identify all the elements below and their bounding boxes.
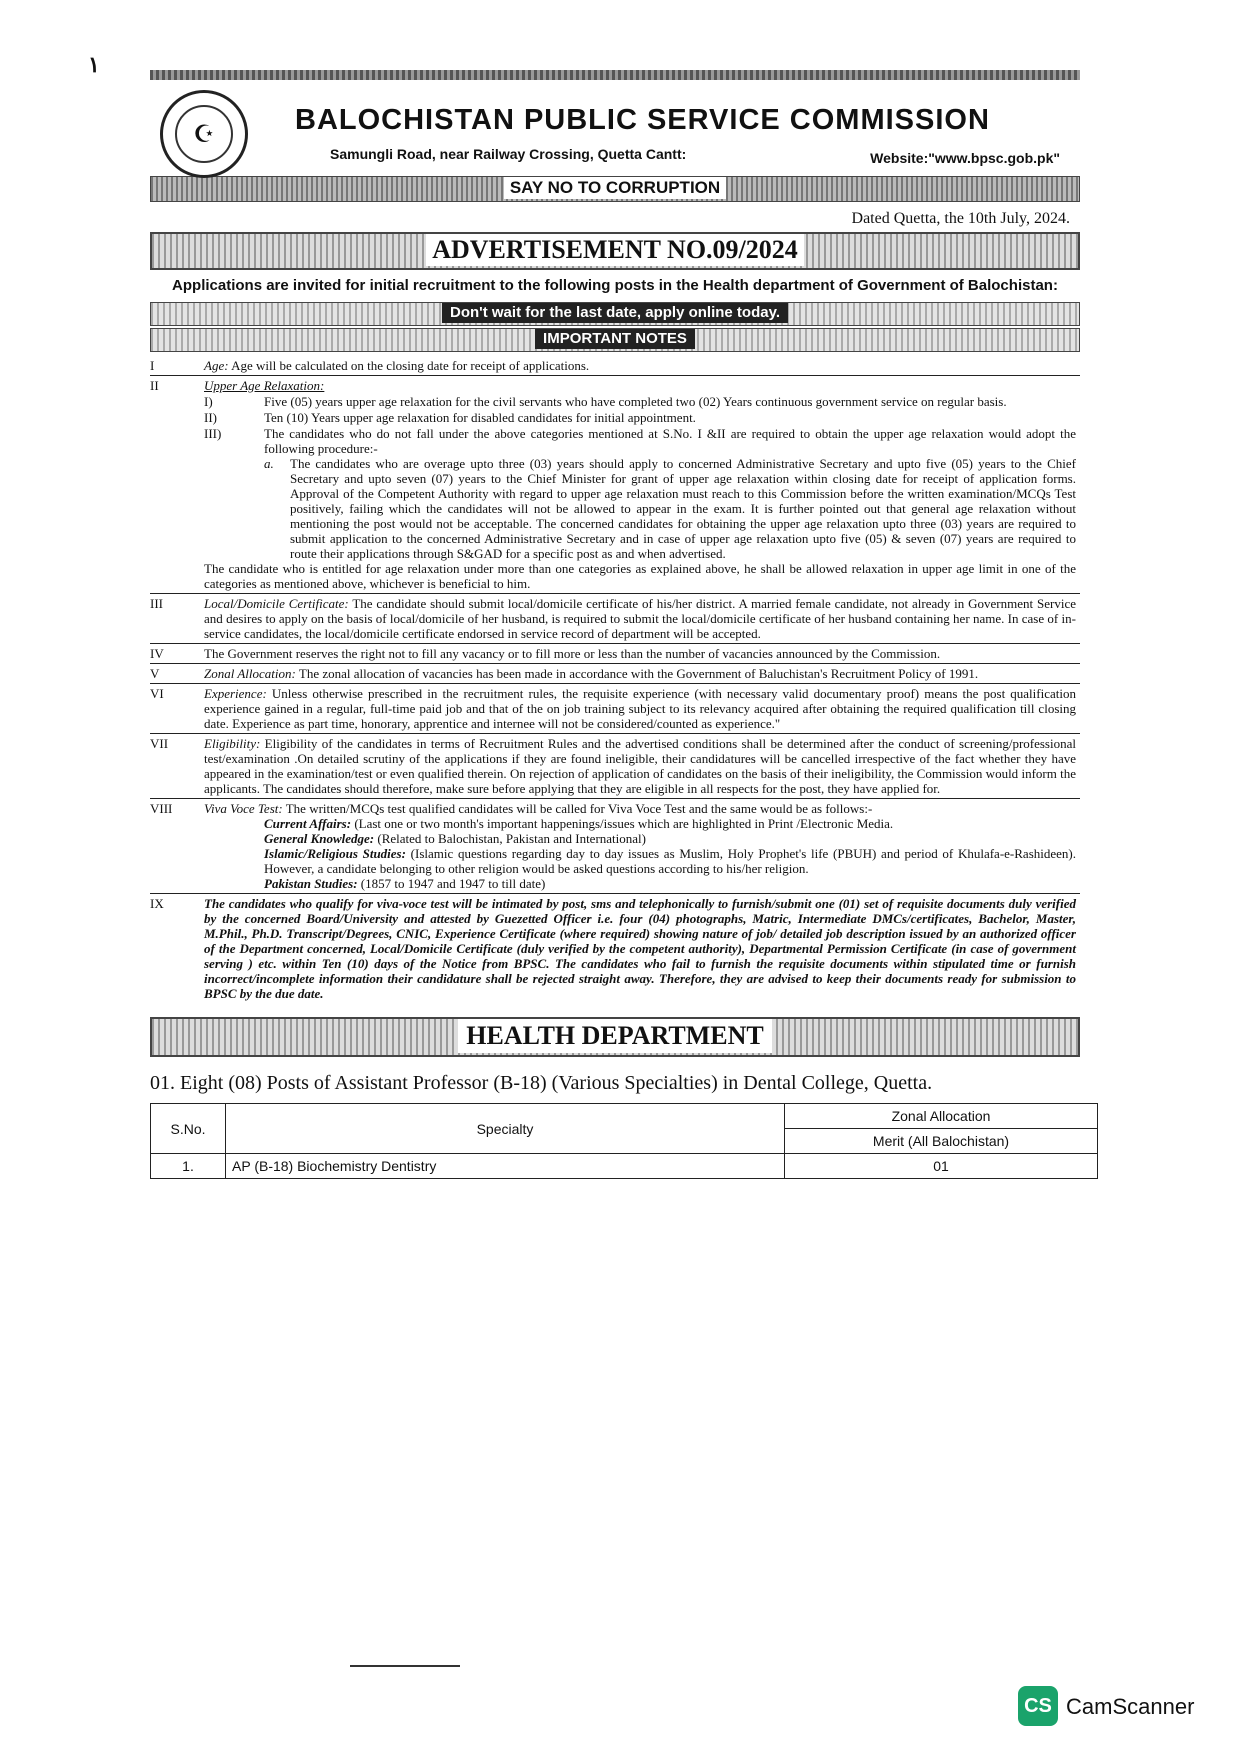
note-domicile bbox=[150, 594, 1080, 644]
advert-title: ADVERTISEMENT NO.09/2024 bbox=[426, 234, 804, 266]
document bbox=[150, 70, 1080, 1179]
note-heading: Local/Domicile Certificate: bbox=[204, 596, 349, 611]
note-number: IV bbox=[150, 646, 164, 661]
sub-number: II) bbox=[204, 410, 217, 425]
note-vacancy bbox=[150, 644, 1080, 664]
note-number: I bbox=[150, 358, 155, 373]
note-number: V bbox=[150, 666, 160, 681]
viva-item-text: (Islamic questions regarding day to day issues as Muslim, Holy Prophet's life (PBUH) and period of Khulafa-e-Rashideen). However, a candidate belonging to other religion would be asked questions according to his/her religion. bbox=[264, 846, 1076, 876]
dated-line: Dated Quetta, the 10th July, 2024. bbox=[851, 210, 1070, 227]
viva-item bbox=[204, 846, 1076, 876]
note-text: Eligibility of the candidates in terms of Recruitment Rules and the advertised conditions shall be determined after the conduct of screening/professional test/examination .On detailed scrutiny of the applications if they are found ineligible, their candidatures will be cancelled irrespective of the fact whether they have appeared in the examination/test or even qualified therein. On rejection of application of candidates on the basis of their ineligibility, the Commission would inform the applicants. The candidates should therefore, make sure before applying that they are eligible in all respects for the post, they have applied for. bbox=[204, 736, 1076, 796]
department-banner bbox=[150, 1017, 1080, 1057]
cell-sno: 1. bbox=[151, 1154, 226, 1179]
advert-banner bbox=[150, 232, 1080, 270]
viva-item-heading: General Knowledge: bbox=[264, 831, 375, 846]
sub-sub-text: The candidates who are overage upto three (03) years should apply to concerned Administrative Secretary and upto five (05) years to the Chief Secretary and upto seven (07) years to the Chief Minister for grant of upper age relaxation within closing date for receipt of application forms. Approval of the Competent Authority with regard to upper age relaxation must reach to this Commission before the written examination/MCQs Test positively, failing which the candidates will not be allowed to appear in the exam. It is further pointed out that general age relaxation without mentioning the post would not be acceptable. The concerned candidates for obtaining the upper age relaxation upto three (03) years are required to submit application to the concerned Administrative Secretary and in case of upper age relaxation upto five (05) & seven (07) years are required to route their applications through S&GAD for a specific post as and when advertised. bbox=[290, 456, 1076, 561]
note-text: The zonal allocation of vacancies has been made in accordance with the Government of Baluchistan's Recruitment Policy of 1991. bbox=[295, 666, 979, 681]
viva-item bbox=[204, 816, 1076, 831]
viva-item-heading: Current Affairs: bbox=[264, 816, 352, 831]
viva-item bbox=[204, 831, 1076, 846]
camscanner-label: CamScanner bbox=[1066, 1694, 1195, 1719]
note-heading: Experience: bbox=[204, 686, 267, 701]
commission-logo bbox=[160, 90, 248, 178]
column-header-specialty: Specialty bbox=[226, 1104, 785, 1154]
reminder-text: Don't wait for the last date, apply online today. bbox=[442, 303, 788, 323]
note-upper-age bbox=[150, 376, 1080, 594]
cell-specialty: AP (B-18) Biochemistry Dentistry bbox=[226, 1154, 785, 1179]
note-age bbox=[150, 356, 1080, 376]
note-text: The Government reserves the right not to fill any vacancy or to fill more or less than the number of vacancies announced by the Commission. bbox=[204, 646, 941, 661]
org-website: Website:"www.bpsc.gob.pk" bbox=[870, 150, 1060, 166]
note-heading: Age: bbox=[204, 358, 229, 373]
note-heading: Upper Age Relaxation: bbox=[204, 378, 325, 393]
notes-banner bbox=[150, 328, 1080, 352]
note-zonal bbox=[150, 664, 1080, 684]
camscanner-logo: CS bbox=[1018, 1686, 1058, 1726]
logo-emblem-icon: ☪ bbox=[175, 105, 233, 163]
top-border bbox=[150, 70, 1080, 80]
slogan-banner bbox=[150, 176, 1080, 202]
note-number: VIII bbox=[150, 801, 173, 816]
viva-item-text: (Related to Balochistan, Pakistan and International) bbox=[374, 831, 646, 846]
note-number: II bbox=[150, 378, 159, 393]
table-header-row bbox=[151, 1104, 1098, 1129]
sub-number: I) bbox=[204, 394, 213, 409]
viva-item-heading: Islamic/Religious Studies: bbox=[264, 846, 406, 861]
column-header-zonal: Zonal Allocation bbox=[785, 1104, 1098, 1129]
intro-text: Applications are invited for initial recruitment to the following posts in the Health department of Government of Balochistan: bbox=[172, 277, 1058, 294]
posts-table bbox=[150, 1103, 1098, 1179]
org-address: Samungli Road, near Railway Crossing, Quetta Cantt: bbox=[330, 146, 687, 162]
sub-text: The candidates who do not fall under the above categories mentioned at S.No. I &II are required to obtain the upper age relaxation would adopt the following procedure:- bbox=[264, 426, 1076, 456]
note-text: The written/MCQs test qualified candidates will be called for Viva Voce Test and the same would be as follows:- bbox=[282, 801, 873, 816]
note-heading: Eligibility: bbox=[204, 736, 261, 751]
sub-item bbox=[204, 394, 1076, 409]
note-number: VI bbox=[150, 686, 164, 701]
notes-heading: IMPORTANT NOTES bbox=[535, 329, 695, 349]
sub-item bbox=[204, 426, 1076, 456]
sub-sub-item bbox=[204, 456, 1076, 561]
note-text: The candidates who qualify for viva-voce test will be intimated by post, sms and telephonically to furnish/submit one (01) set of requisite documents duly verified by the concerned Board/University and attested by Guezetted Officer i.e. four (04) photographs, Matric, Intermediate DMCs/certificates, Bachelor, Master, M.Phil., Ph.D. Transcript/Degrees, CNIC, Experience Certificate (where required) showing nature of job/ detailed job description issued by an authorized officer of the Department concerned, Local/Domicile Certificate (duly verified by the competent authority), Departmental Permission Certificate (in case of government serving ) etc. within Ten (10) days of the Notice from BPSC. The candidates who fail to furnish the requisite documents within stipulated time or furnish incorrect/incomplete information their candidature shall be rejected straight away. Therefore, they are advised to keep their documents ready for submission to BPSC by the due date. bbox=[204, 896, 1076, 1001]
important-notes bbox=[150, 356, 1080, 1003]
note-heading: Viva Voce Test: bbox=[204, 801, 283, 816]
note-number: VII bbox=[150, 736, 169, 751]
post-title: 01. Eight (08) Posts of Assistant Professor (B-18) (Various Specialties) in Dental College, Quetta. bbox=[150, 1072, 933, 1094]
sub-text: Ten (10) Years upper age relaxation for disabled candidates for initial appointment. bbox=[264, 410, 696, 425]
note-eligibility bbox=[150, 734, 1080, 799]
note-experience bbox=[150, 684, 1080, 734]
slogan: SAY NO TO CORRUPTION bbox=[504, 177, 726, 199]
note-number: IX bbox=[150, 896, 164, 911]
org-name: BALOCHISTAN PUBLIC SERVICE COMMISSION bbox=[295, 104, 990, 136]
sub-item bbox=[204, 410, 1076, 425]
sub-text: Five (05) years upper age relaxation for the civil servants who have completed two (02) Years continuous government service on regular basis. bbox=[264, 394, 1007, 409]
table-row bbox=[151, 1154, 1098, 1179]
sub-sub-number: a. bbox=[264, 456, 274, 471]
department-title: HEALTH DEPARTMENT bbox=[458, 1019, 771, 1053]
column-header-sno: S.No. bbox=[151, 1104, 226, 1154]
note-text: The candidate should submit local/domicile certificate of his/her district. A married female candidate, not already in Government Service and desires to apply on the basis of local/domicile of her husband, is required to submit the local/domicile certificate of her husband containing her name. In case of in-service candidates, the local/domicile certificate endorsed in service record of department will be accepted. bbox=[204, 596, 1076, 641]
note-heading: Zonal Allocation: bbox=[204, 666, 296, 681]
note-number: III bbox=[150, 596, 163, 611]
page-mark: ١ bbox=[88, 52, 100, 77]
note-text: Age will be calculated on the closing date for receipt of applications. bbox=[228, 358, 590, 373]
reminder-banner bbox=[150, 302, 1080, 326]
letterhead bbox=[150, 80, 1080, 176]
cell-merit: 01 bbox=[785, 1154, 1098, 1179]
sub-number: III) bbox=[204, 426, 222, 441]
viva-item bbox=[204, 876, 1076, 891]
note-closing: The candidate who is entitled for age relaxation under more than one categories as explained above, he shall be allowed relaxation in upper age limit in one of the categories as mentioned above, whichever is beneficial to him. bbox=[204, 561, 1076, 591]
column-header-merit: Merit (All Balochistan) bbox=[785, 1129, 1098, 1154]
viva-item-text: (Last one or two month's important happenings/issues which are highlighted in Print /Electronic Media. bbox=[351, 816, 894, 831]
footer-divider bbox=[350, 1665, 460, 1667]
viva-item-text: (1857 to 1947 and 1947 to till date) bbox=[357, 876, 546, 891]
viva-item-heading: Pakistan Studies: bbox=[264, 876, 358, 891]
note-text: Unless otherwise prescribed in the recruitment rules, the requisite experience (with necessary valid documentary proof) means the post qualification experience gained in a regular, full-time paid job and that of the on job training subject to its relevancy acquired after obtaining the required qualification till closing date. Experience as part time, honorary, apprentice and internee will not be considered/counted as experience." bbox=[204, 686, 1076, 731]
note-viva bbox=[150, 799, 1080, 894]
note-documents bbox=[150, 894, 1080, 1003]
